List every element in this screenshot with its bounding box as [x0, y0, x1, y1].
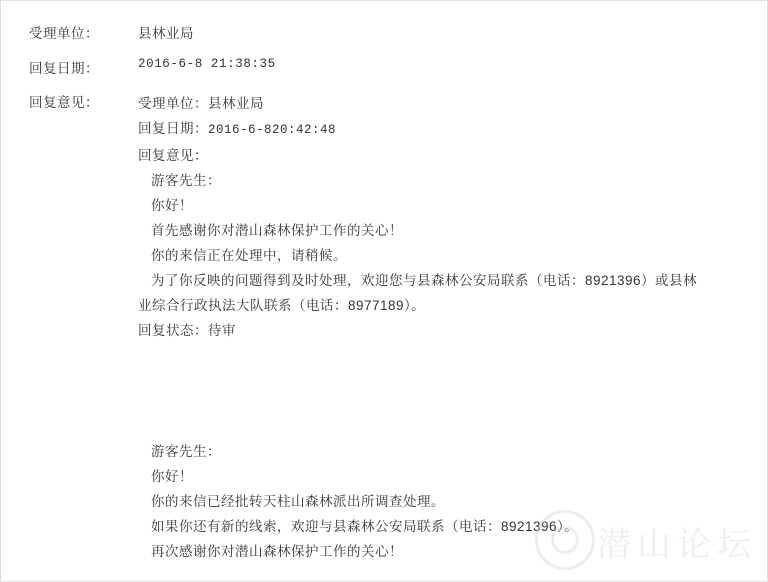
reply-opinion-content: [138, 91, 738, 564]
content-spacer: [138, 343, 738, 439]
inner-label-accepting-unit: 受理单位：: [138, 96, 208, 111]
reply-paragraph: 你的来信已经批转天柱山森林派出所调查处理。: [151, 494, 445, 509]
watermark-seal-icon: [535, 510, 595, 570]
label-reply-opinion: 回复意见：: [29, 95, 99, 110]
reply-paragraph: 你好！: [151, 198, 193, 213]
reply-paragraph: 你的来信正在处理中，请稍候。: [151, 248, 347, 263]
inner-accepting-unit: [138, 91, 738, 116]
inner-value-accepting-unit: 县林业局: [208, 96, 264, 111]
reply-paragraph: 首先感谢你对潜山森林保护工作的关心！: [151, 223, 403, 238]
reply-paragraph: 游客先生：: [151, 444, 221, 459]
inner-value-reply-date: 2016-6-820:42:48: [208, 123, 337, 137]
inner-label-reply-opinion: 回复意见：: [138, 148, 208, 163]
inner-label-reply-date: 回复日期：: [138, 121, 208, 136]
inner-reply-date: [138, 116, 738, 143]
reply-paragraph: 再次感谢你对潜山森林保护工作的关心！: [151, 544, 403, 559]
watermark-text: 潜山论坛: [597, 527, 757, 564]
label-accepting-unit: 受理单位：: [29, 26, 99, 41]
label-reply-date: 回复日期：: [29, 61, 99, 76]
top-divider: [1, 0, 768, 1]
value-accepting-unit: 县林业局: [138, 26, 194, 41]
reply-paragraph: 为了你反映的问题得到及时处理，欢迎您与县森林公安局联系（电话：8921396）或县林业综合行政执法大队联系（电话：8977189）。: [138, 273, 698, 313]
value-reply-date: 2016-6-8 21:38:35: [138, 57, 276, 71]
reply-paragraph: 游客先生：: [151, 173, 221, 188]
reply-paragraph: 如果你还有新的线索，欢迎与县森林公安局联系（电话：8921396）。: [151, 519, 579, 534]
reply-status-line: 回复状态：待审: [138, 323, 236, 338]
reply-paragraph: 你好！: [151, 469, 193, 484]
